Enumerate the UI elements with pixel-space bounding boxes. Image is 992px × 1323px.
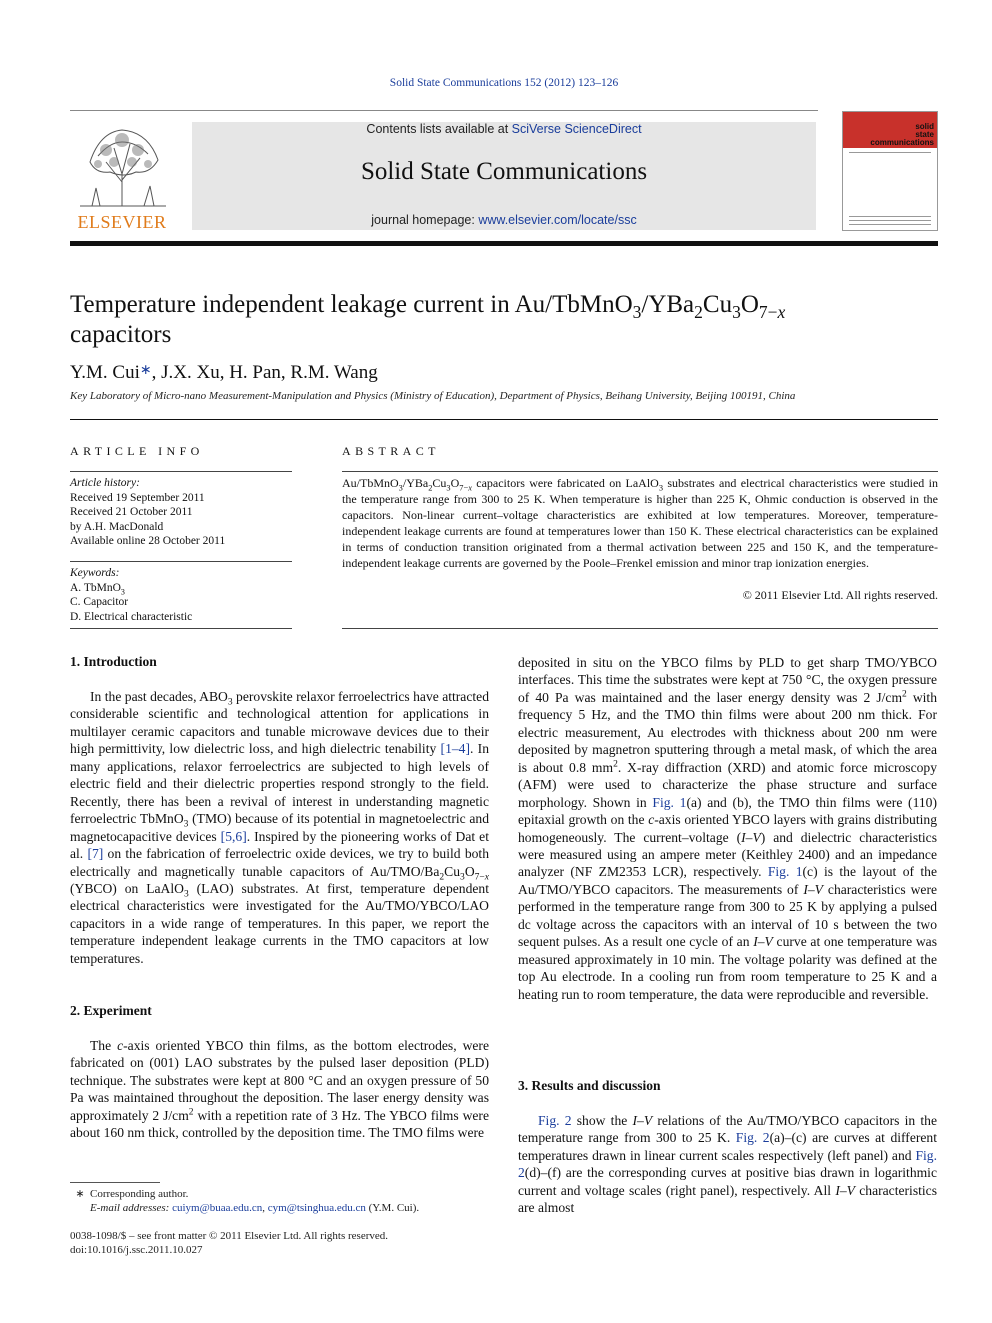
- abstract-heading: ABSTRACT: [342, 444, 440, 458]
- experiment-text: The c-axis oriented YBCO thin films, as the bottom electrodes, were fabricated on (001) LAO substrates by the pulsed laser deposition (PLD) technique. The substrates were kept at 800 °C and an oxygen pressure of 50 Pa was maintained throughout the deposition. The laser energy density was approximately 2 $J/cm^2$ with a repetition rate of 3 Hz. The YBCO films were about 160 nm thick, controlled by the deposition time. The TMO films were: [70, 1038, 489, 1141]
- footnote-corresponding: ∗ Corresponding author. E-mail addresses: cuiym@buaa.edu.cn, cym@tsinghua.edu.cn (Y.M. Cui).: [70, 1187, 490, 1215]
- history-item: Received 19 September 2011: [70, 491, 205, 504]
- citation-link[interactable]: [1–4]: [440, 741, 470, 757]
- homepage-prefix: journal homepage:: [371, 213, 479, 227]
- article-info-heading: ARTICLE INFO: [70, 444, 204, 458]
- experiment-text-continued: deposited in situ on the YBCO films by PLD to get sharp TMO/YBCO interfaces. This time the substrates were kept at 750 °C, the oxygen pressure of 40 Pa was maintained and the laser energy density was 2 $J/cm^2$ with frequency 5 Hz, and the TMO thin films were about 200 nm thick. For electric measurement, Au electrodes with thickness about 200 nm were deposited by magnetron sputtering through a metal mask, of which the area is about 0.8 $mm^2$. X-ray diffraction (XRD) and atomic force microscopy (AFM) were used to characterize the phase structure and surface morphology. Shown in Fig. 1(a) and (b), the TMO thin films were (110) epitaxial growth on the c-axis oriented YBCO layers with grains distributing homogeneously. The current–voltage (I–V) and dielectric characteristics were measured using an ampere meter (Keithley 2400) and an impedance analyzer (NF ZM2353 LCR), respectively. Fig. 1(c) is the layout of the Au/TMO/YBCO capacitors. The measurements of I–V characteristics were performed in the temperature range from 300 to 25 K by applying a pulsed dc voltage across the capacitors with an interval of 10 s between the two sequent pulses. As a result one cycle of an I–V curve at one temperature was measured approximately in 10 min. The voltage polarity was defined at the top Au electrode. In a cooling run from room temperature to 25 K and a heating run to room temperature, the data were reproducible and reversible.: [518, 655, 938, 1002]
- citation-link[interactable]: [7]: [87, 846, 104, 862]
- divider: [70, 471, 292, 472]
- cover-line: [849, 216, 931, 217]
- citation-link[interactable]: [5,6]: [220, 828, 247, 844]
- email-link[interactable]: cuiym@buaa.edu.cn: [172, 1202, 263, 1214]
- contents-line: [192, 122, 816, 136]
- corresponding-author-mark[interactable]: ∗: [139, 363, 152, 378]
- divider: [70, 561, 292, 562]
- history-item: Available online 28 October 2011: [70, 535, 226, 547]
- keyword: A. TbMnO$_3$: [70, 581, 125, 596]
- figure-link[interactable]: Fig. 1: [767, 864, 803, 880]
- journal-cover-thumbnail[interactable]: [842, 111, 938, 231]
- footnote-rule: [70, 1182, 160, 1183]
- doi-link[interactable]: doi:10.1016/j.ssc.2011.10.027: [70, 1244, 203, 1256]
- cover-title: solid state communications: [870, 122, 934, 147]
- journal-title: Solid State Communications: [360, 158, 648, 185]
- publisher-name: ELSEVIER: [77, 212, 167, 232]
- journal-citation[interactable]: Solid State Communications 152 (2012) 123–126: [389, 77, 619, 89]
- figure-link[interactable]: Fig. 2: [538, 1113, 572, 1128]
- homepage-line: [192, 213, 816, 227]
- history-label: Article history:: [70, 477, 140, 489]
- cover-line: [849, 224, 931, 225]
- keyword: D. Electrical characteristic: [70, 610, 193, 623]
- section-heading-results: 3. Results and discussion: [518, 1078, 661, 1093]
- cover-line: [849, 220, 931, 221]
- abstract-text: $Au/TbMnO_3/YBa_2Cu_3O_{7-x}$ capacitors were fabricated on LaAlO$_3$ substrates and electrical characteristics were studied in the temperature range from 300 to 25 K. When temperature is higher than 225 K, Ohmic conduction is observed in the capacitors. Non-linear current–voltage characteristics are exhibited at low temperatures. Moreover, temperature-independent leakage currents are found at temperatures lower than 150 K. These electrical characteristics can be explained in terms of conduction transition originated from a thermal activation between 225 and 150 K, and the temperature-independent leakage currents are governed by the Poole–Frenkel emission and minor trap ionization energies.: [342, 476, 938, 570]
- figure-link[interactable]: Fig. 2: [735, 1130, 770, 1146]
- cover-line: [849, 152, 931, 153]
- figure-link[interactable]: Fig. 2: [518, 1147, 937, 1181]
- homepage-link[interactable]: www.elsevier.com/locate/ssc: [478, 213, 637, 227]
- keywords-label: Keywords:: [70, 567, 120, 579]
- paper-title: Temperature independent leakage current in $Au/TbMnO_3/YBa_2Cu_3O_{7-x}$ capacitors: [70, 291, 786, 348]
- history-item: Received 21 October 2011: [70, 506, 193, 518]
- contents-prefix: Contents lists available at: [366, 122, 512, 136]
- footnote-mark: ∗: [75, 1188, 85, 1200]
- section-heading-experiment: 2. Experiment: [70, 1003, 152, 1018]
- article-history: [70, 476, 300, 549]
- introduction-text: In the past decades, $ABO_3$ perovskite relaxor ferroelectrics have attracted considerable scientific and technological attention for applications in multilayer ceramic capacitors and tunable microwave devices due to their high permittivity, low dielectric loss, and high dielectric tenability [1–4]. In many applications, relaxor ferroelectrics are subjected to high levels of electric field and their dielectric properties respond strongly to the field. Recently, there has been a revival of interest in understanding magnetic ferroelectric TbMnO$_3$ (TMO) because of its potential in magnetoelectric and magnetocapacitive devices [5,6]. Inspired by the pioneering works of Dat et al. [7] on the fabrication of ferroelectric oxide devices, we try to build both electrically and magnetically tunable capacitors of $Au/TMO/Ba_2Cu_3O_{7-x}$ (YBCO) on LaAlO$_3$ (LAO) substrates. At first, temperature dependent electrical characteristics were investigated for the Au/TMO/YBCO/LAO capacitors in a wide range of temperatures. In this paper, we report the temperature independent leakage currents in the TMO capacitors at low temperatures.: [70, 689, 489, 966]
- divider: [70, 628, 292, 629]
- figure-link[interactable]: Fig. 1: [652, 794, 687, 810]
- divider: [342, 471, 938, 472]
- affiliation: Key Laboratory of Micro-nano Measurement-Manipulation and Physics (Ministry of Education), Department of Physics, Beihang University, Beijing 100191, China: [70, 390, 796, 402]
- header-thick-rule: [70, 241, 938, 246]
- email-suffix: (Y.M. Cui).: [365, 1202, 420, 1214]
- divider: [70, 419, 938, 420]
- keyword: C. Capacitor: [70, 596, 129, 608]
- author-list: [70, 362, 378, 384]
- author-names: , J.X. Xu, H. Pan, R.M. Wang: [151, 362, 378, 383]
- results-text: Fig. 2 show the I–V relations of the Au/TMO/YBCO capacitors in the temperature range from 300 to 25 K. Fig. 2(a)–(c) are curves at different temperatures drawn in linear current scales respectively (left panel) and Fig. 2(d)–(f) are the corresponding curves at positive bias drawn in logarithmic current and voltage scales (right panel), respectively. All I–V characteristics are almost: [518, 1113, 938, 1216]
- copyright-notice: © 2011 Elsevier Ltd. All rights reserved.: [742, 588, 938, 602]
- divider: [342, 628, 938, 629]
- email-label: E-mail addresses:: [90, 1202, 170, 1214]
- author-name: Y.M. Cui: [70, 362, 140, 383]
- issn-line: 0038-1098/$ – see front matter © 2011 Elsevier Ltd. All rights reserved.: [70, 1230, 389, 1242]
- sciencedirect-link[interactable]: SciVerse ScienceDirect: [511, 122, 642, 136]
- email-link[interactable]: cym@tsinghua.edu.cn: [267, 1202, 366, 1214]
- header-rule: [70, 110, 818, 111]
- history-item: by A.H. MacDonald: [70, 520, 164, 533]
- corresponding-label: Corresponding author.: [90, 1188, 189, 1200]
- keywords: [70, 566, 300, 624]
- section-heading-introduction: 1. Introduction: [70, 654, 157, 669]
